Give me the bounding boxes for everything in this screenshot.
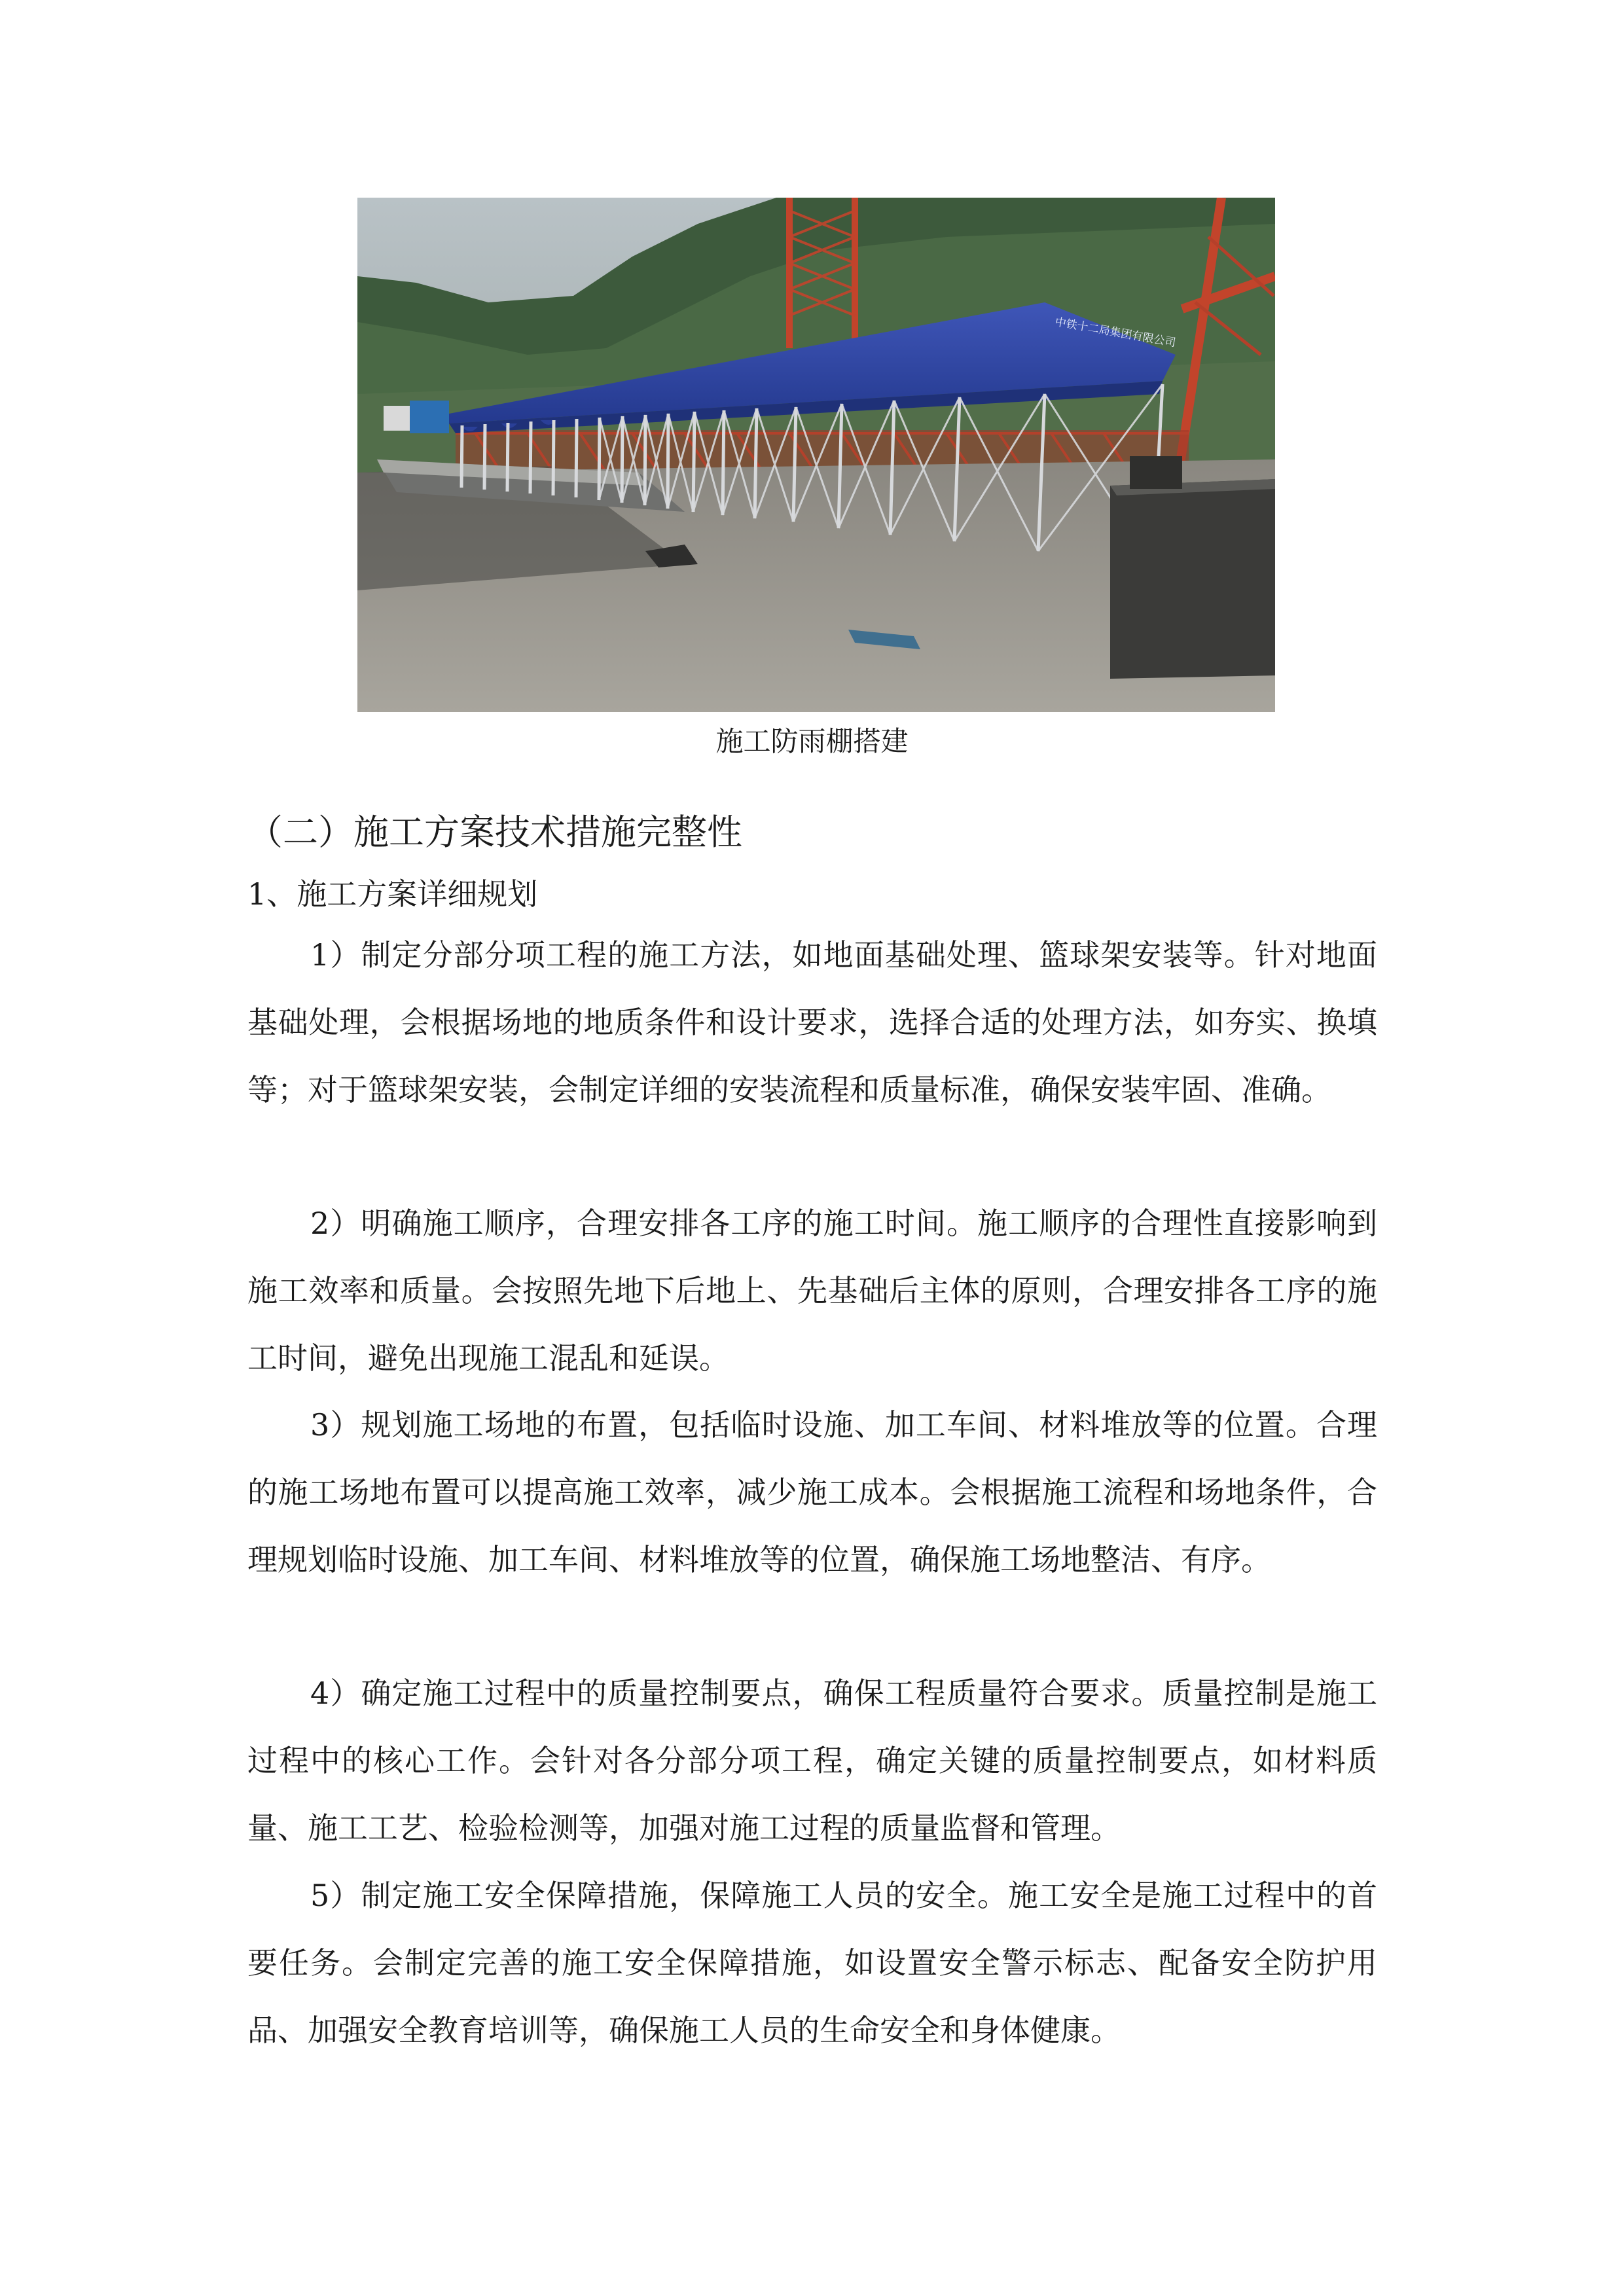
paragraph-4: 4）确定施工过程中的质量控制要点，确保工程质量符合要求。质量控制是施工过程中的核心工作。会针对各分部分项工程，确定关键的质量控制要点，如材料质量、施工工艺、检验检测等，加强对施工过程的质量监督和管理。: [247, 1676, 1377, 1846]
paragraph-3: 3）规划施工场地的布置，包括临时设施、加工车间、材料堆放等的位置。合理的施工场地布置可以提高施工效率，减少施工成本。会根据施工流程和场地条件，合理规划临时设施、加工车间、材料堆放等的位置，确保施工场地整洁、有序。: [247, 1407, 1377, 1577]
subsection-heading: 1、施工方案详细规划: [247, 876, 538, 912]
paragraph-2: 2）明确施工顺序，合理安排各工序的施工时间。施工顺序的合理性直接影响到施工效率和质量。会按照先地下后地上、先基础后主体的原则，合理安排各工序的施工时间，避免出现施工混乱和延误。: [247, 1206, 1377, 1376]
paragraph-1: 1）制定分部分项工程的施工方法，如地面基础处理、篮球架安装等。针对地面基础处理，会根据场地的地质条件和设计要求，选择合适的处理方法，如夯实、换填等；对于篮球架安装，会制定详细的安装流程和质量标准，确保安装牢固、准确。: [247, 937, 1377, 1107]
section-heading: （二）施工方案技术措施完整性: [247, 812, 742, 853]
shed-banner-text: 中铁十二局集团有限公司: [1054, 315, 1177, 350]
rain-shed-photo: [357, 198, 1275, 712]
figure-caption: 施工防雨棚搭建: [715, 725, 909, 757]
paragraph-5: 5）制定施工安全保障措施，保障施工人员的安全。施工安全是施工过程中的首要任务。会制定完善的施工安全保障措施，如设置安全警示标志、配备安全防护用品、加强安全教育培训等，确保施工人员的生命安全和身体健康。: [247, 1878, 1377, 2048]
construction-photo: [357, 198, 1275, 712]
